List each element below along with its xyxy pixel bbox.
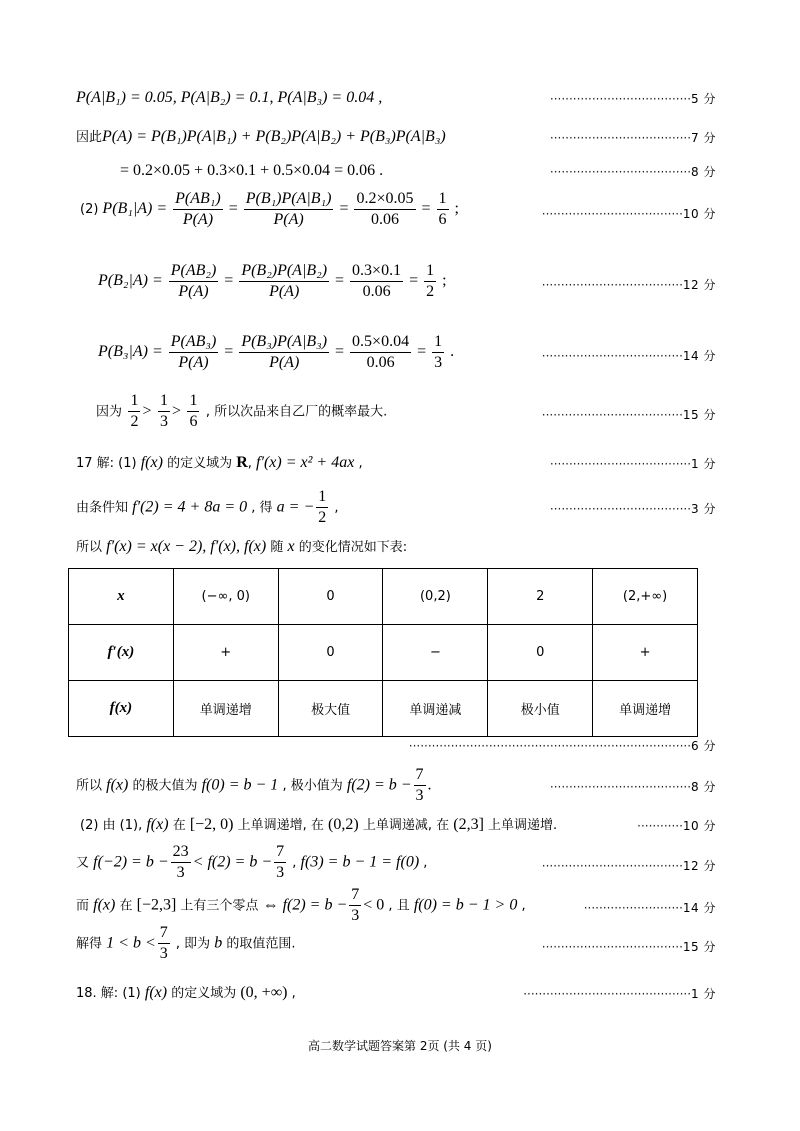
fraction: $\frac{1}{6}$ (438, 190, 447, 228)
score-marker: ·····································12 分 (541, 859, 716, 873)
fraction: $\frac{1}{2}$ (130, 392, 139, 430)
line-q17-compare: 又 f(−2) = b − $\frac{23}{3}$ < f(2) = b − $\frac{7}{3}$ , f(3) = b − 1 = f(0) , (76, 843, 428, 881)
fraction: $\frac{7}{3}$ (276, 843, 285, 881)
fraction: $\frac{\text{P(B₃)P(A|B₃)}}{P(A)}$ (241, 333, 328, 371)
fraction: $\frac{1}{2}$ (318, 488, 327, 526)
fraction: $\frac{1}{3}$ (434, 333, 443, 371)
line-q17-monotonic: (2) 由 (1), f(x) 在 [−2, 0) 上单调递增, 在 (0,2) 上单调递减, 在 (2,3] 上单调递增. (80, 816, 558, 833)
table-row: f′(x) + 0 − 0 + (69, 625, 698, 681)
score-marker: ·····································5 分 (549, 92, 716, 106)
fraction: $\frac{23}{3}$ (172, 843, 189, 881)
fraction: $\frac{0.2\times 0.05}{0.06}$ (356, 190, 414, 228)
score-marker: ············································1 分 (523, 987, 716, 1001)
table-row: x (−∞, 0) 0 (0,2) 2 (2,+∞) (69, 569, 698, 625)
score-marker: ·····································15 分 (541, 408, 716, 422)
page-footer: 高二数学试题答案第 2页 (共 4 页) (308, 1039, 492, 1053)
score-marker: ·····································3 分 (549, 502, 716, 516)
line-conclusion: 因为 $\frac{1}{2}$ > $\frac{1}{3}$ > $\frac{1}{6}$ , 所以次品来自乙厂的概率最大. (96, 392, 388, 430)
fraction: $\frac{\text{P(AB₂)}}{P(A)}$ (170, 262, 217, 300)
score-marker: ·····································10 分 (541, 207, 716, 221)
line-q17-table-intro: 所以 f′(x) = x(x − 2), f′(x), f(x) 随 x 的变化情况如下表: (76, 538, 408, 555)
score-marker: ·····································8 分 (549, 165, 716, 179)
line-q17-condition: 由条件知 f′(2) = 4 + 8a = 0 , 得 a = − $\frac{1}{2}$ , (76, 488, 339, 526)
line-q18-domain: 18. 解: (1) f(x) 的定义域为 (0, +∞) , (76, 984, 296, 1001)
line-bayes-b1: (2) P(B₁|A) = $\frac{\text{P(AB₁)}}{P(A)}$ = $\frac{\text{P(B₁)P(A|B₁)}}{P(A)}$ = $\frac{0.2\times 0.05}{0.06}$ = $\frac{1}{6}$ ; (80, 190, 459, 228)
variation-table (68, 568, 698, 737)
fraction: $\frac{0.3\times 0.1}{0.06}$ (352, 262, 402, 300)
fraction: $\frac{\text{P(AB₁)}}{P(A)}$ (175, 190, 221, 228)
score-marker: ··········································································6 分 (408, 739, 716, 753)
fraction: $\frac{7}{3}$ (159, 924, 168, 962)
score-marker: ·····································8 分 (549, 780, 716, 794)
line-q17-range: 解得 1 < b < $\frac{7}{3}$ , 即为 b 的取值范围. (76, 924, 296, 962)
line-q17-domain: 17 解: (1) f(x) 的定义域为 R, f′(x) = x² + 4ax , (76, 454, 363, 471)
score-marker: ·····································7 分 (549, 131, 716, 145)
score-marker: ··························14 分 (583, 901, 716, 915)
fraction: $\frac{\text{P(B₁)P(A|B₁)}}{P(A)}$ (245, 190, 332, 228)
fraction: $\frac{7}{3}$ (351, 886, 360, 924)
table-row: f(x) 单调递增 极大值 单调递减 极小值 单调递增 (69, 681, 698, 737)
line-total-probability-value: = 0.2×0.05 + 0.3×0.1 + 0.5×0.04 = 0.06 . (120, 162, 384, 179)
fraction: $\frac{1}{2}$ (426, 262, 435, 300)
score-marker: ············10 分 (637, 819, 716, 833)
fraction: $\frac{\text{P(B₂)P(A|B₂)}}{P(A)}$ (241, 262, 328, 300)
line-bayes-b3: P(B₃|A) = $\frac{\text{P(AB₃)}}{P(A)}$ = $\frac{\text{P(B₃)P(A|B₃)}}{P(A)}$ = $\frac{0.5\times 0.04}{0.06}$ = $\frac{1}{3}$ . (98, 333, 455, 371)
line-q17-extrema: 所以 f(x) 的极大值为 f(0) = b − 1 , 极小值为 f(2) = b − $\frac{7}{3}$ . (76, 766, 432, 804)
fraction: $\frac{7}{3}$ (415, 766, 424, 804)
math: P(A|B₁) = 0.05, P(A|B₂) = 0.1, P(A|B₃) = 0.04 , (76, 89, 383, 106)
line-conditional-probs (76, 88, 382, 108)
score-marker: ·····································15 分 (541, 940, 716, 954)
fraction: $\frac{1}{6}$ (189, 392, 198, 430)
fraction: $\frac{1}{3}$ (159, 392, 168, 430)
score-marker: ·····································14 分 (541, 349, 716, 363)
line-total-probability: 因此P(A) = P(B₁)P(A|B₁) + P(B₂)P(A|B₂) + P(B₃)P(A|B₃) (76, 128, 446, 145)
fraction: $\frac{\text{P(AB₃)}}{P(A)}$ (170, 333, 217, 371)
fraction: $\frac{0.5\times 0.04}{0.06}$ (352, 333, 410, 371)
score-marker: ·····································1 分 (549, 457, 716, 471)
line-bayes-b2: P(B₂|A) = $\frac{\text{P(AB₂)}}{P(A)}$ = $\frac{\text{P(B₂)P(A|B₂)}}{P(A)}$ = $\frac{0.3\times 0.1}{0.06}$ = $\frac{1}{2}$ ; (98, 262, 447, 300)
line-q17-zeros: 而 f(x) 在 [−2,3] 上有三个零点 ⇔ f(2) = b − $\frac{7}{3}$ < 0 , 且 f(0) = b − 1 > 0 , (76, 886, 526, 924)
score-marker: ·····································12 分 (541, 278, 716, 292)
